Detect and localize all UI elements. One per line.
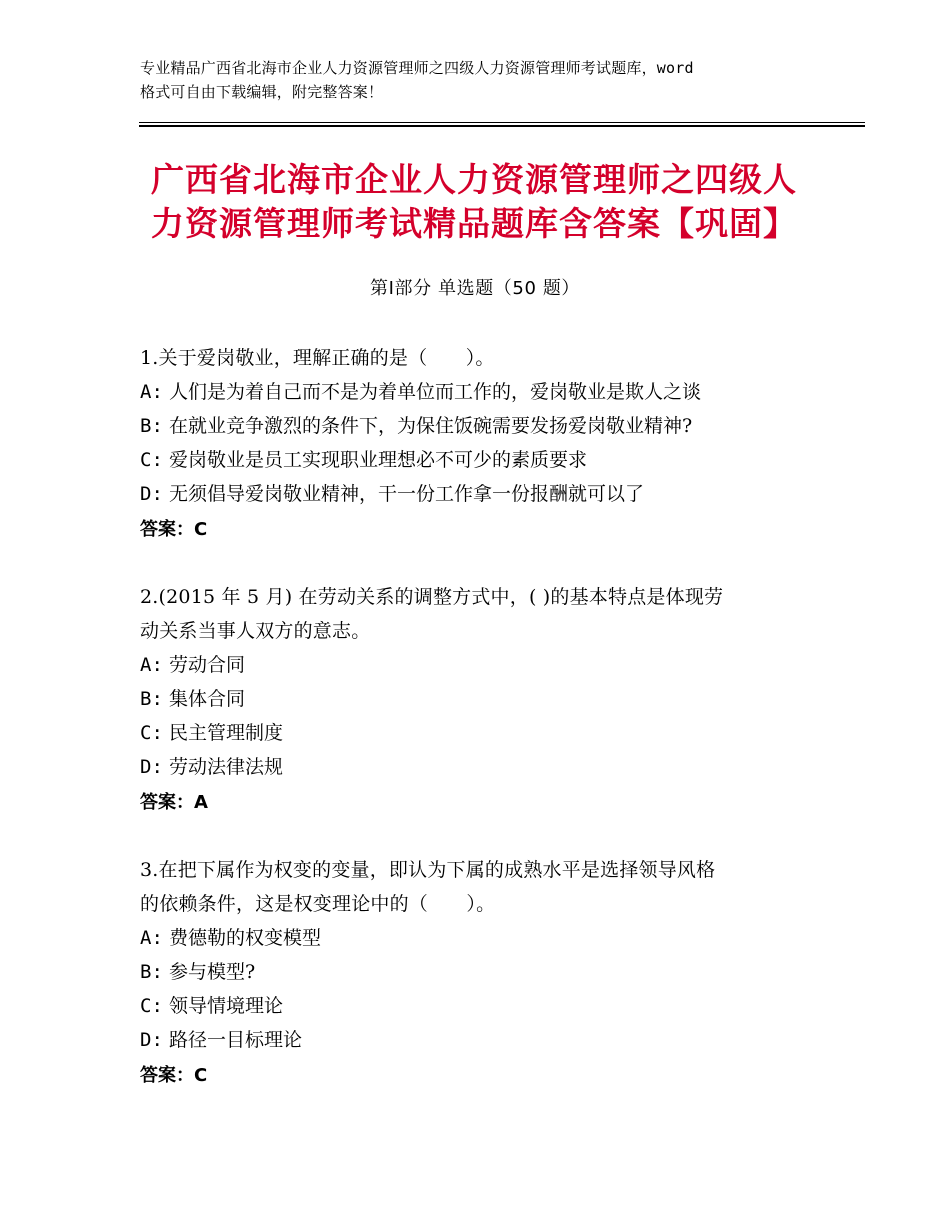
header-rule-top [139, 122, 865, 123]
option-text: 路径一目标理论 [168, 1029, 302, 1051]
option-text: 劳动法律法规 [168, 756, 283, 778]
option-text: 在就业竞争激烈的条件下，为保住饭碗需要发扬爱岗敬业精神? [168, 415, 693, 437]
option-text: 参与模型? [168, 961, 256, 983]
option-c [140, 989, 830, 1023]
option-text: 领导情境理论 [168, 995, 283, 1017]
question-stem: 3.在把下属作为权变的变量，即认为下属的成熟水平是选择领导风格 [140, 859, 716, 881]
option-text: 费德勒的权变模型 [168, 927, 321, 949]
header-rule-bottom [139, 125, 865, 127]
option-a [140, 921, 830, 955]
option-letter: C: [140, 449, 163, 471]
option-text: 劳动合同 [168, 654, 245, 676]
option-b [140, 682, 830, 716]
option-d [140, 1023, 830, 1057]
option-text: 人们是为着自己而不是为着单位而工作的，爱岗敬业是欺人之谈 [168, 381, 701, 403]
question-1 [140, 341, 830, 547]
section-heading: 第Ⅰ部分 单选题（50 题） [369, 278, 581, 299]
header-note-line: 专业精品广西省北海市企业人力资源管理师之四级人力资源管理师考试题库，word [140, 59, 694, 77]
header-note-line: 格式可自由下载编辑，附完整答案！ [140, 83, 384, 101]
option-letter: D: [140, 756, 163, 778]
option-letter: C: [140, 995, 163, 1017]
option-letter: C: [140, 722, 163, 744]
option-d [140, 750, 830, 784]
option-text: 民主管理制度 [168, 722, 283, 744]
option-d [140, 477, 830, 511]
header-note [140, 56, 830, 104]
question-stem: 1.关于爱岗敬业，理解正确的是（ ）。 [140, 347, 495, 369]
option-letter: B: [140, 688, 163, 710]
question-stem: 的依赖条件，这是权变理论中的（ ）。 [140, 893, 496, 915]
option-a [140, 648, 830, 682]
option-letter: B: [140, 961, 163, 983]
document-title [151, 158, 831, 246]
question-stem: 2.(2015 年 5 月) 在劳动关系的调整方式中，( )的基本特点是体现劳 [140, 586, 724, 608]
option-c [140, 443, 830, 477]
question-2 [140, 580, 830, 820]
document-title-line: 广西省北海市企业人力资源管理师之四级人 [151, 160, 797, 199]
option-letter: A: [140, 927, 163, 949]
option-b [140, 409, 830, 443]
option-letter: B: [140, 415, 163, 437]
option-letter: D: [140, 1029, 163, 1051]
option-c [140, 716, 830, 750]
option-letter: A: [140, 381, 163, 403]
question-stem: 动关系当事人双方的意志。 [140, 620, 371, 642]
answer: 答案：C [140, 519, 208, 540]
document-title-line: 力资源管理师考试精品题库含答案【巩固】 [151, 204, 797, 243]
option-letter: A: [140, 654, 163, 676]
option-a [140, 375, 830, 409]
answer: 答案：A [140, 792, 208, 813]
question-3 [140, 853, 830, 1093]
option-text: 爱岗敬业是员工实现职业理想必不可少的素质要求 [168, 449, 587, 471]
answer: 答案：C [140, 1065, 208, 1086]
option-text: 集体合同 [168, 688, 245, 710]
option-b [140, 955, 830, 989]
option-letter: D: [140, 483, 163, 505]
option-text: 无须倡导爱岗敬业精神，干一份工作拿一份报酬就可以了 [168, 483, 644, 505]
